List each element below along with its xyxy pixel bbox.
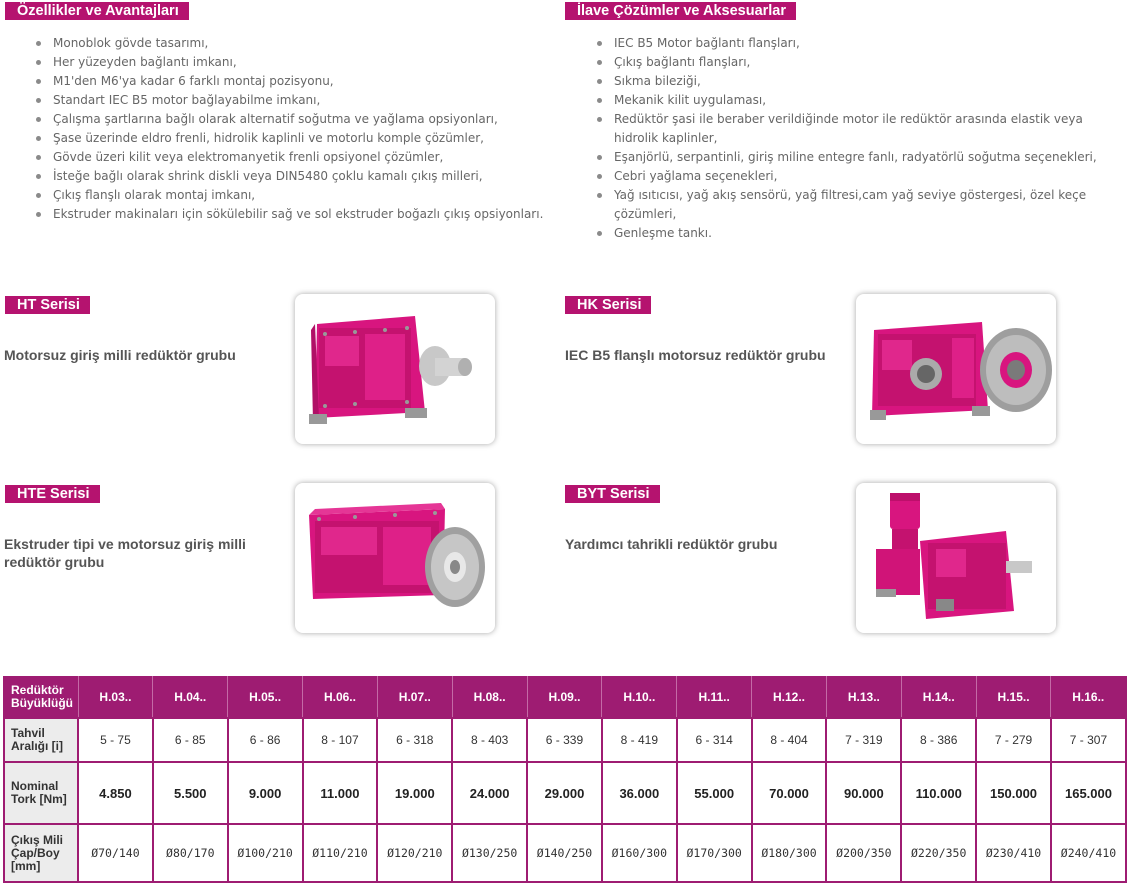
list-item: Monoblok gövde tasarımı, [31, 34, 551, 53]
ht-series-heading: HT Serisi [5, 296, 90, 314]
list-item: Çıkış bağlantı flanşları, [592, 53, 1127, 72]
table-cell: 11.000 [303, 762, 378, 824]
table-cell: 165.000 [1051, 762, 1126, 824]
table-cell: 150.000 [976, 762, 1051, 824]
table-cell: 6 - 318 [377, 718, 452, 762]
accessories-list [592, 34, 1127, 243]
size-column-header: H.11.. [677, 675, 752, 718]
table-cell: Ø130/250 [452, 824, 527, 882]
ht-product-image[interactable] [295, 294, 495, 444]
size-column-header: H.09.. [527, 675, 602, 718]
table-cell: 6 - 86 [228, 718, 303, 762]
row-header: Tahvil Aralığı [i] [4, 718, 78, 762]
table-cell: Ø140/250 [527, 824, 602, 882]
table-cell: Ø120/210 [377, 824, 452, 882]
list-item: Ekstruder makinaları için sökülebilir sağ ve sol ekstruder boğazlı çıkış opsiyonları. [31, 205, 551, 224]
size-column-header: H.04.. [153, 675, 228, 718]
ht-series-description: Motorsuz giriş milli redüktör grubu [4, 347, 236, 363]
table-cell: 5.500 [153, 762, 228, 824]
table-cell: Ø230/410 [976, 824, 1051, 882]
table-cell: 8 - 419 [602, 718, 677, 762]
table-cell: 29.000 [527, 762, 602, 824]
list-item: Standart IEC B5 motor bağlayabilme imkanı, [31, 91, 551, 110]
table-cell: Ø180/300 [752, 824, 827, 882]
table-cell: 8 - 403 [452, 718, 527, 762]
table-cell: 90.000 [826, 762, 901, 824]
size-column-header: H.07.. [377, 675, 452, 718]
table-cell: 7 - 279 [976, 718, 1051, 762]
list-item: İsteğe bağlı olarak shrink diskli veya DIN5480 çoklu kamalı çıkış milleri, [31, 167, 551, 186]
table-cell: 6 - 85 [153, 718, 228, 762]
list-item: Cebri yağlama seçenekleri, [592, 167, 1127, 186]
size-column-header: H.12.. [752, 675, 827, 718]
list-item: Çalışma şartlarına bağlı olarak alternatif soğutma ve yağlama opsiyonları, [31, 110, 551, 129]
list-item: Her yüzeyden bağlantı imkanı, [31, 53, 551, 72]
hk-series-description: IEC B5 flanşlı motorsuz redüktör grubu [565, 347, 826, 363]
size-column-header: H.10.. [602, 675, 677, 718]
spec-table [3, 674, 1127, 883]
list-item: M1'den M6'ya kadar 6 farklı montaj pozisyonu, [31, 72, 551, 91]
list-item: IEC B5 Motor bağlantı flanşları, [592, 34, 1127, 53]
list-item: Sıkma bileziği, [592, 72, 1127, 91]
size-column-header: H.03.. [78, 675, 153, 718]
size-column-header: H.05.. [228, 675, 303, 718]
features-heading: Özellikler ve Avantajları [5, 2, 189, 20]
list-item: Şase üzerinde eldro frenli, hidrolik kaplinli ve motorlu komple çözümler, [31, 129, 551, 148]
hte-series-description: Ekstruder tipi ve motorsuz giriş milli redüktör grubu [4, 536, 246, 570]
table-cell: 19.000 [377, 762, 452, 824]
table-cell: 5 - 75 [78, 718, 153, 762]
byt-product-image[interactable] [856, 483, 1056, 633]
size-header-label: Redüktör Büyüklüğü [4, 675, 78, 718]
table-cell: 7 - 319 [826, 718, 901, 762]
table-cell: Ø100/210 [228, 824, 303, 882]
byt-series-heading: BYT Serisi [565, 485, 660, 503]
table-cell: Ø110/210 [303, 824, 378, 882]
table-cell: 4.850 [78, 762, 153, 824]
table-cell: 9.000 [228, 762, 303, 824]
table-cell: 36.000 [602, 762, 677, 824]
byt-series-description: Yardımcı tahrikli redüktör grubu [565, 536, 778, 552]
size-column-header: H.06.. [303, 675, 378, 718]
table-cell: Ø70/140 [78, 824, 153, 882]
size-column-header: H.14.. [901, 675, 976, 718]
size-column-header: H.16.. [1051, 675, 1126, 718]
hk-series-heading: HK Serisi [565, 296, 651, 314]
row-header: Nominal Tork [Nm] [4, 762, 78, 824]
list-item: Eşanjörlü, serpantinli, giriş miline entegre fanlı, radyatörlü soğutma seçenekleri, [592, 148, 1127, 167]
table-cell: 7 - 307 [1051, 718, 1126, 762]
table-cell: 70.000 [752, 762, 827, 824]
table-cell: 24.000 [452, 762, 527, 824]
list-item: Çıkış flanşlı olarak montaj imkanı, [31, 186, 551, 205]
list-item: Genleşme tankı. [592, 224, 1127, 243]
table-cell: 55.000 [677, 762, 752, 824]
hte-product-image[interactable] [295, 483, 495, 633]
features-list [31, 34, 551, 224]
table-cell: Ø160/300 [602, 824, 677, 882]
table-cell: Ø80/170 [153, 824, 228, 882]
table-cell: 8 - 107 [303, 718, 378, 762]
size-column-header: H.15.. [976, 675, 1051, 718]
hte-series-heading: HTE Serisi [5, 485, 100, 503]
table-cell: Ø170/300 [677, 824, 752, 882]
list-item: Yağ ısıtıcısı, yağ akış sensörü, yağ filtresi,cam yağ seviye göstergesi, özel keçe çözümleri, [592, 186, 1127, 224]
list-item: Mekanik kilit uygulaması, [592, 91, 1127, 110]
table-cell: Ø240/410 [1051, 824, 1126, 882]
row-header: Çıkış Mili Çap/Boy [mm] [4, 824, 78, 882]
table-cell: 8 - 404 [752, 718, 827, 762]
hk-product-image[interactable] [856, 294, 1056, 444]
size-column-header: H.08.. [452, 675, 527, 718]
accessories-heading: İlave Çözümler ve Aksesuarlar [565, 2, 796, 20]
table-cell: Ø220/350 [901, 824, 976, 882]
list-item: Gövde üzeri kilit veya elektromanyetik frenli opsiyonel çözümler, [31, 148, 551, 167]
table-row [4, 762, 1126, 824]
table-cell: 6 - 314 [677, 718, 752, 762]
list-item: Redüktör şasi ile beraber verildiğinde motor ile redüktör arasında elastik veya hidrolik kaplinler, [592, 110, 1127, 148]
table-row [4, 718, 1126, 762]
table-cell: 8 - 386 [901, 718, 976, 762]
size-column-header: H.13.. [826, 675, 901, 718]
table-row [4, 824, 1126, 882]
table-cell: Ø200/350 [826, 824, 901, 882]
table-cell: 110.000 [901, 762, 976, 824]
table-cell: 6 - 339 [527, 718, 602, 762]
